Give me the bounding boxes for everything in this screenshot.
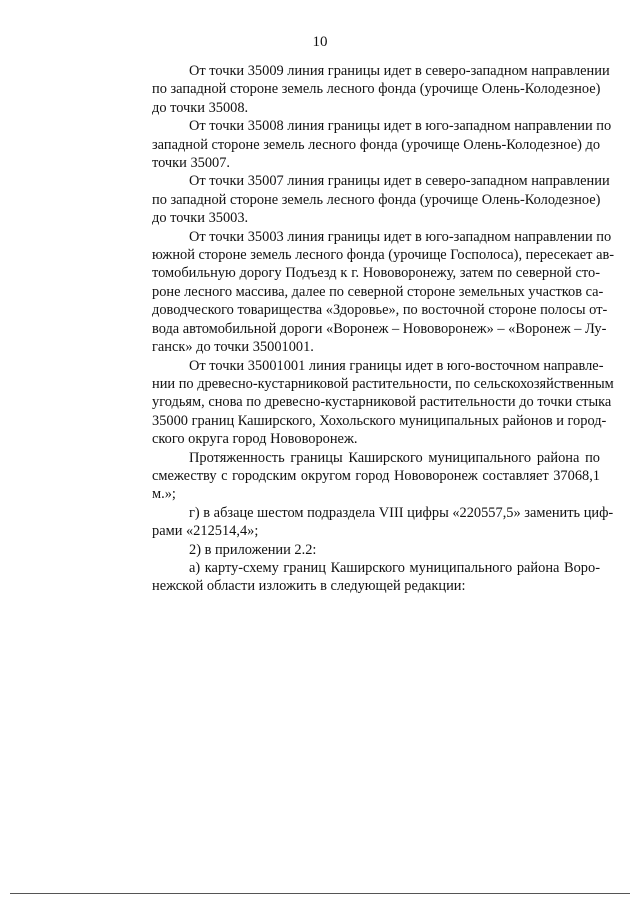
text-line: по западной стороне земель лесного фонда (урочище Олень-Колодезное): [152, 81, 601, 98]
text-line: точки 35007.: [152, 155, 231, 172]
text-line: м.»;: [152, 486, 176, 503]
text-line: до точки 35003.: [152, 210, 249, 227]
text-line: томобильную дорогу Подъезд к г. Нововоронежу, затем по северной сто-: [152, 265, 600, 282]
bottom-edge-line: [10, 893, 630, 894]
text-line: до точки 35008.: [152, 99, 249, 116]
text-line: нежской области изложить в следующей редакции:: [152, 578, 466, 595]
paragraph: [115, 559, 600, 596]
text-line: ского округа город Нововоронеж.: [152, 431, 358, 448]
text-line: ганск» до точки 35001001.: [152, 339, 314, 356]
paragraph: [115, 504, 614, 541]
paragraph: [115, 541, 600, 559]
text-line: От точки 35009 линия границы идет в северо-западном направлении: [189, 63, 610, 79]
paragraph: [115, 172, 610, 227]
document-body: [115, 62, 615, 596]
paragraph: [115, 228, 615, 357]
text-line: западной стороне земель лесного фонда (урочище Олень-Колодезное) до: [152, 136, 601, 153]
text-line: доводческого товарищества «Здоровье», по восточной стороне полосы от-: [152, 302, 608, 319]
text-line: г) в абзаце шестом подраздела VIII цифры «220557,5» заменить циф-: [189, 504, 614, 521]
text-line: угодьям, снова по древесно-кустарниковой растительности до точки стыка: [152, 394, 612, 411]
paragraph: [115, 117, 612, 172]
paragraph: [115, 357, 614, 449]
text-line: Протяженность границы Каширского муниципального района по: [189, 449, 600, 466]
paragraph: [115, 449, 600, 504]
text-line: От точки 35008 линия границы идет в юго-западном направлении по: [189, 118, 612, 135]
text-line: рами «212514,4»;: [152, 523, 259, 540]
paragraph: [115, 62, 610, 117]
text-line: От точки 35003 линия границы идет в юго-западном направлении по: [189, 228, 612, 245]
text-line: От точки 35007 линия границы идет в северо-западном направлении: [189, 173, 610, 190]
text-line: От точки 35001001 линия границы идет в юго-восточном направле-: [189, 357, 604, 374]
page-number: 10: [312, 34, 328, 50]
text-line: а) карту-схему границ Каширского муниципального района Воро-: [189, 559, 600, 576]
text-line: по западной стороне земель лесного фонда (урочище Олень-Колодезное): [152, 191, 601, 208]
text-line: 35000 границ Каширского, Хохольского муниципальных районов и город-: [152, 412, 607, 429]
text-line: 2) в приложении 2.2:: [189, 541, 317, 558]
text-line: южной стороне земель лесного фонда (урочище Госполоса), пересекает ав-: [152, 247, 615, 264]
text-line: вода автомобильной дороги «Воронеж – Нововоронеж» – «Воронеж – Лу-: [152, 320, 607, 337]
text-line: нии по древесно-кустарниковой растительности, по сельскохозяйственным: [152, 375, 614, 392]
text-line: смежеству с городским округом город Нововоронеж составляет 37068,1: [152, 467, 600, 484]
text-line: роне лесного массива, далее по северной стороне земельных участков са-: [152, 283, 604, 300]
